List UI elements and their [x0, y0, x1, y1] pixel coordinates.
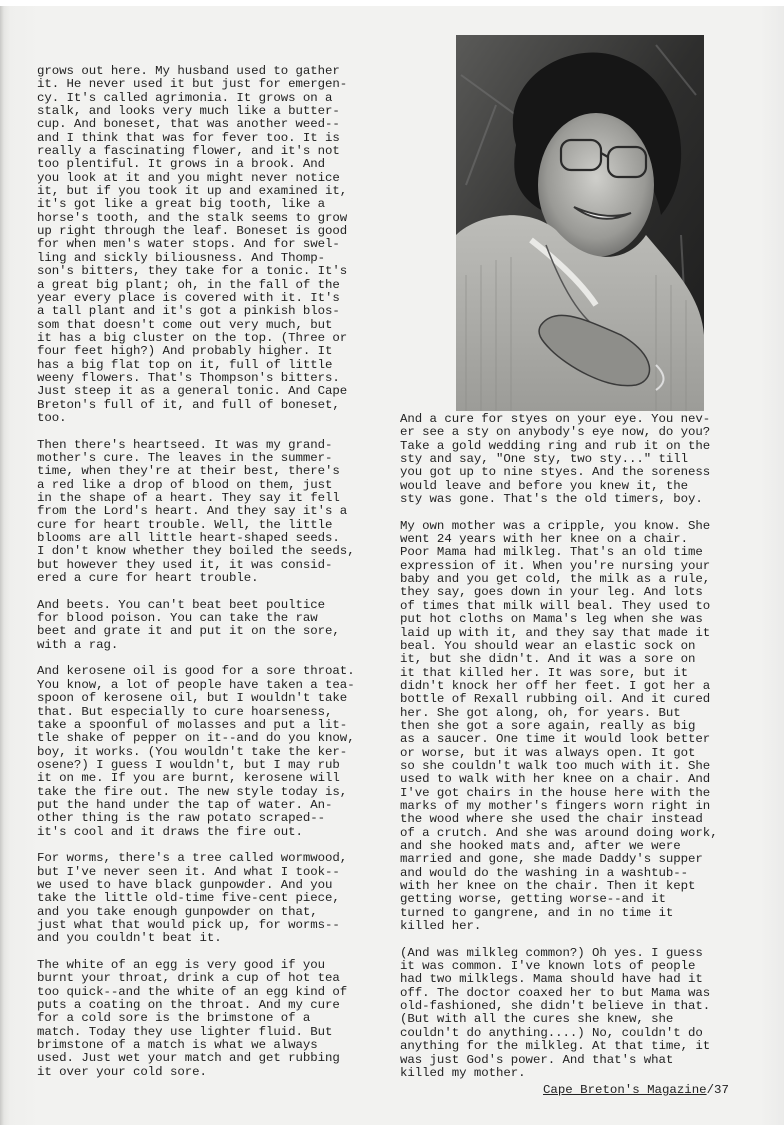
text-line: for when men's water stops. And for swel- [37, 237, 340, 252]
text-line: killed her. [400, 919, 482, 934]
text-line: Just steep it as a general tonic. And Cape [37, 384, 348, 399]
magazine-name: Cape Breton's Magazine [543, 1083, 707, 1097]
text-line: Poor Mama had milkleg. That's an old time [400, 545, 703, 560]
text-line: it's cool and it draws the fire out. [37, 824, 303, 839]
text-line: ling and sickly biliousness. And Thomp- [37, 250, 326, 265]
text-line: burnt your throat, drink a cup of hot tea [37, 971, 340, 986]
text-line: didn't knock her off her feet. I got her a [400, 678, 711, 693]
text-line: had two milklegs. Mama should have had it [400, 972, 703, 987]
text-line: som that doesn't come out very much, but [37, 317, 333, 332]
paragraph [37, 65, 355, 425]
right-text-column [400, 413, 718, 1094]
text-line: old-fashioned, she didn't believe in that. [400, 999, 711, 1014]
text-line: osene?) I guess I wouldn't, but I may rub [37, 757, 340, 772]
paragraph [400, 520, 718, 934]
text-line: and I think that was for fever too. It is [37, 130, 340, 145]
text-line: it that killed her. It was sore, but it [400, 665, 689, 680]
text-line: used. Just wet your match and get rubbing [37, 1051, 340, 1066]
text-line: or worse, but it was always open. It got [400, 745, 696, 760]
left-text-column [37, 65, 355, 1092]
paragraph [37, 439, 355, 586]
text-line: marks of my mother's fingers worn right in [400, 798, 711, 813]
text-line: put the hand under the tap of water. An- [37, 797, 333, 812]
text-line: baby and you get cold, the milk as a rule, [400, 572, 711, 587]
text-line: with a rag. [37, 637, 119, 652]
text-line: it. He never used it but just for emergen- [37, 77, 348, 92]
text-line: And a cure for styes on your eye. You nev- [400, 412, 711, 426]
text-line: her. She got along, oh, for years. But [400, 705, 681, 720]
text-line: stalk, and looks very much like a butter- [37, 104, 340, 119]
text-line: The white of an egg is very good if you [37, 958, 326, 973]
text-line: getting worse, getting worse--and it [400, 892, 666, 907]
page-number: 37 [714, 1083, 729, 1097]
text-line: a tall plant and it's got a pinkish blos- [37, 304, 340, 319]
text-line: My own mother was a cripple, you know. She [400, 518, 711, 533]
text-line: killed my mother. [400, 1065, 526, 1080]
text-line: up right through the leaf. Boneset is good [37, 224, 348, 239]
text-line: other thing is the raw potato scraped-- [37, 811, 326, 826]
text-line: off. The doctor coaxed her to but Mama was [400, 985, 711, 1000]
paragraph [37, 665, 355, 838]
text-line: it was common. I've known lots of people [400, 959, 696, 974]
text-line: beet and grate it and put it on the sore, [37, 624, 340, 639]
text-line: for blood poison. You can take the raw [37, 611, 318, 626]
text-line: match. Today they use lighter fluid. But [37, 1024, 333, 1039]
text-line: it has a big cluster on the top. (Three or [37, 330, 348, 345]
text-line: grows out here. My husband used to gather [37, 64, 340, 78]
text-line: Then there's heartseed. It was my grand- [37, 437, 333, 452]
text-line: Breton's full of it, and full of boneset, [37, 397, 340, 412]
text-line: take a spoonful of molasses and put a lit- [37, 717, 348, 732]
text-line: ered a cure for heart trouble. [37, 571, 259, 586]
text-line: time, when they're at their best, there's [37, 464, 340, 479]
text-line: of times that milk will beal. They used to [400, 598, 711, 613]
text-line: has a big flat top on it, full of little [37, 357, 333, 372]
text-line: it over your cold sore. [37, 1064, 207, 1079]
paragraph [37, 959, 355, 1079]
text-line: too plentiful. It grows in a brook. And [37, 157, 326, 172]
text-line: cure for heart trouble. Well, the little [37, 517, 333, 532]
text-line: of a crutch. And she was around doing work, [400, 825, 718, 840]
text-line: take the little old-time five-cent piece, [37, 891, 340, 906]
text-line: brimstone of a match is what we always [37, 1038, 318, 1053]
text-line: too quick--and the white of an egg kind of [37, 984, 348, 999]
text-line: really a fascinating flower, and it's not [37, 144, 340, 159]
text-line: blooms are all little heart-shaped seeds. [37, 531, 340, 546]
text-line: four feet high?) And probably higher. It [37, 344, 333, 359]
text-line: but I've never seen it. And what I took-- [37, 864, 340, 879]
paragraph [400, 413, 718, 506]
text-line: anything for the milkleg. At that time, it [400, 1039, 711, 1054]
text-line: then she got a sore again, really as big [400, 718, 696, 733]
text-line: turned to gangrene, and in no time it [400, 905, 674, 920]
text-line: puts a coating on the throat. And my cure [37, 998, 340, 1013]
text-line: it's got like a great big tooth, like a [37, 197, 326, 212]
text-line: as a saucer. One time it would look better [400, 732, 711, 747]
text-line: weeny flowers. That's Thompson's bitters. [37, 370, 340, 385]
text-line: horse's tooth, and the stalk seems to grow [37, 210, 348, 225]
text-line: You know, a lot of people have taken a tea- [37, 677, 355, 692]
portrait-photo [456, 35, 704, 411]
text-line: the wood where she used the chair instead [400, 812, 703, 827]
text-line: sty and say, "One sty, two sty..." till [400, 452, 689, 467]
footer-separator: / [706, 1083, 715, 1097]
text-line: And kerosene oil is good for a sore throat. [37, 664, 355, 679]
text-line: we used to have black gunpowder. And you [37, 877, 333, 892]
text-line: that. But especially to cure hoarseness, [37, 704, 333, 719]
text-line: cy. It's called agrimonia. It grows on a [37, 90, 333, 105]
text-line: was just God's power. And that's what [400, 1052, 674, 1067]
text-line: And beets. You can't beat beet poultice [37, 597, 326, 612]
text-line: expression of it. When you're nursing your [400, 558, 711, 573]
text-line: married and gone, she made Daddy's supper [400, 852, 703, 867]
text-line: for a cold sore is the brimstone of a [37, 1011, 311, 1026]
paragraph [37, 599, 355, 652]
text-line: just what that would pick up, for worms-- [37, 918, 340, 932]
text-line: For worms, there's a tree called wormwood, [37, 851, 348, 866]
text-line: used to walk with her knee on a chair. And [400, 772, 711, 787]
text-line: sty was gone. That's the old timers, boy. [400, 492, 703, 507]
text-line: (But with all the cures she knew, she [400, 1012, 674, 1027]
text-line: a great big plant; oh, in the fall of the [37, 277, 340, 292]
text-line: from the Lord's heart. And they say it's a [37, 504, 348, 519]
text-line: couldn't do anything....) No, couldn't do [400, 1025, 703, 1040]
text-line: you look at it and you might never notice [37, 170, 340, 185]
text-line: and she hooked mats and, after we were [400, 839, 681, 853]
text-line: (And was milkleg common?) Oh yes. I guess [400, 945, 703, 960]
text-line: Take a gold wedding ring and rub it on the [400, 438, 711, 453]
text-line: laid up with it, and they say that made it [400, 625, 711, 640]
text-line: cup. And boneset, that was another weed-- [37, 117, 340, 132]
text-line: you got up to nine styes. And the soreness [400, 465, 711, 480]
text-line: with her knee on the chair. Then it kept [400, 879, 696, 894]
text-line: er see a sty on anybody's eye now, do you? [400, 425, 711, 440]
text-line: in the shape of a heart. They say it fell [37, 491, 340, 505]
text-line: I've got chairs in the house here with the [400, 785, 711, 800]
text-line: a red like a drop of blood on them, just [37, 477, 333, 492]
portrait-photo-illustration [456, 35, 704, 411]
text-line: I don't know whether they boiled the seeds, [37, 544, 355, 559]
text-line: and you take enough gunpowder on that, [37, 904, 318, 919]
text-line: it, but if you took it up and examined it, [37, 184, 348, 199]
text-line: but however they used it, it was consid- [37, 557, 333, 572]
text-line: put hot cloths on Mama's leg when she was [400, 612, 703, 627]
text-line: spoon of kerosene oil, but I wouldn't take [37, 691, 348, 706]
text-line: tle shake of pepper on it--and do you know, [37, 731, 355, 746]
text-line: it on me. If you are burnt, kerosene will [37, 771, 340, 786]
top-edge [0, 0, 784, 6]
paragraph [400, 947, 718, 1080]
text-line: son's bitters, they take for a tonic. It's [37, 264, 348, 279]
text-line: and you couldn't beat it. [37, 931, 222, 946]
text-line: too. [37, 410, 67, 425]
page-footer [543, 1083, 729, 1097]
text-line: so she couldn't walk too much with it. She [400, 758, 711, 773]
text-line: boy, it works. (You wouldn't take the ker- [37, 744, 348, 759]
text-line: year every place is covered with it. It's [37, 290, 340, 305]
text-line: it, but she didn't. And it was a sore on [400, 652, 696, 667]
text-line: take the fire out. The new style today is, [37, 784, 348, 799]
text-line: bottle of Rexall rubbing oil. And it cured [400, 692, 711, 707]
text-line: and would do the washing in a washtub-- [400, 865, 689, 880]
text-line: mother's cure. The leaves in the summer- [37, 450, 333, 465]
paragraph [37, 852, 355, 945]
text-line: beal. You should wear an elastic sock on [400, 638, 696, 653]
text-line: they say, goes down in your leg. And lots [400, 585, 703, 600]
text-line: went 24 years with her knee on a chair. [400, 532, 689, 547]
text-line: would leave and before you knew it, the [400, 478, 689, 493]
